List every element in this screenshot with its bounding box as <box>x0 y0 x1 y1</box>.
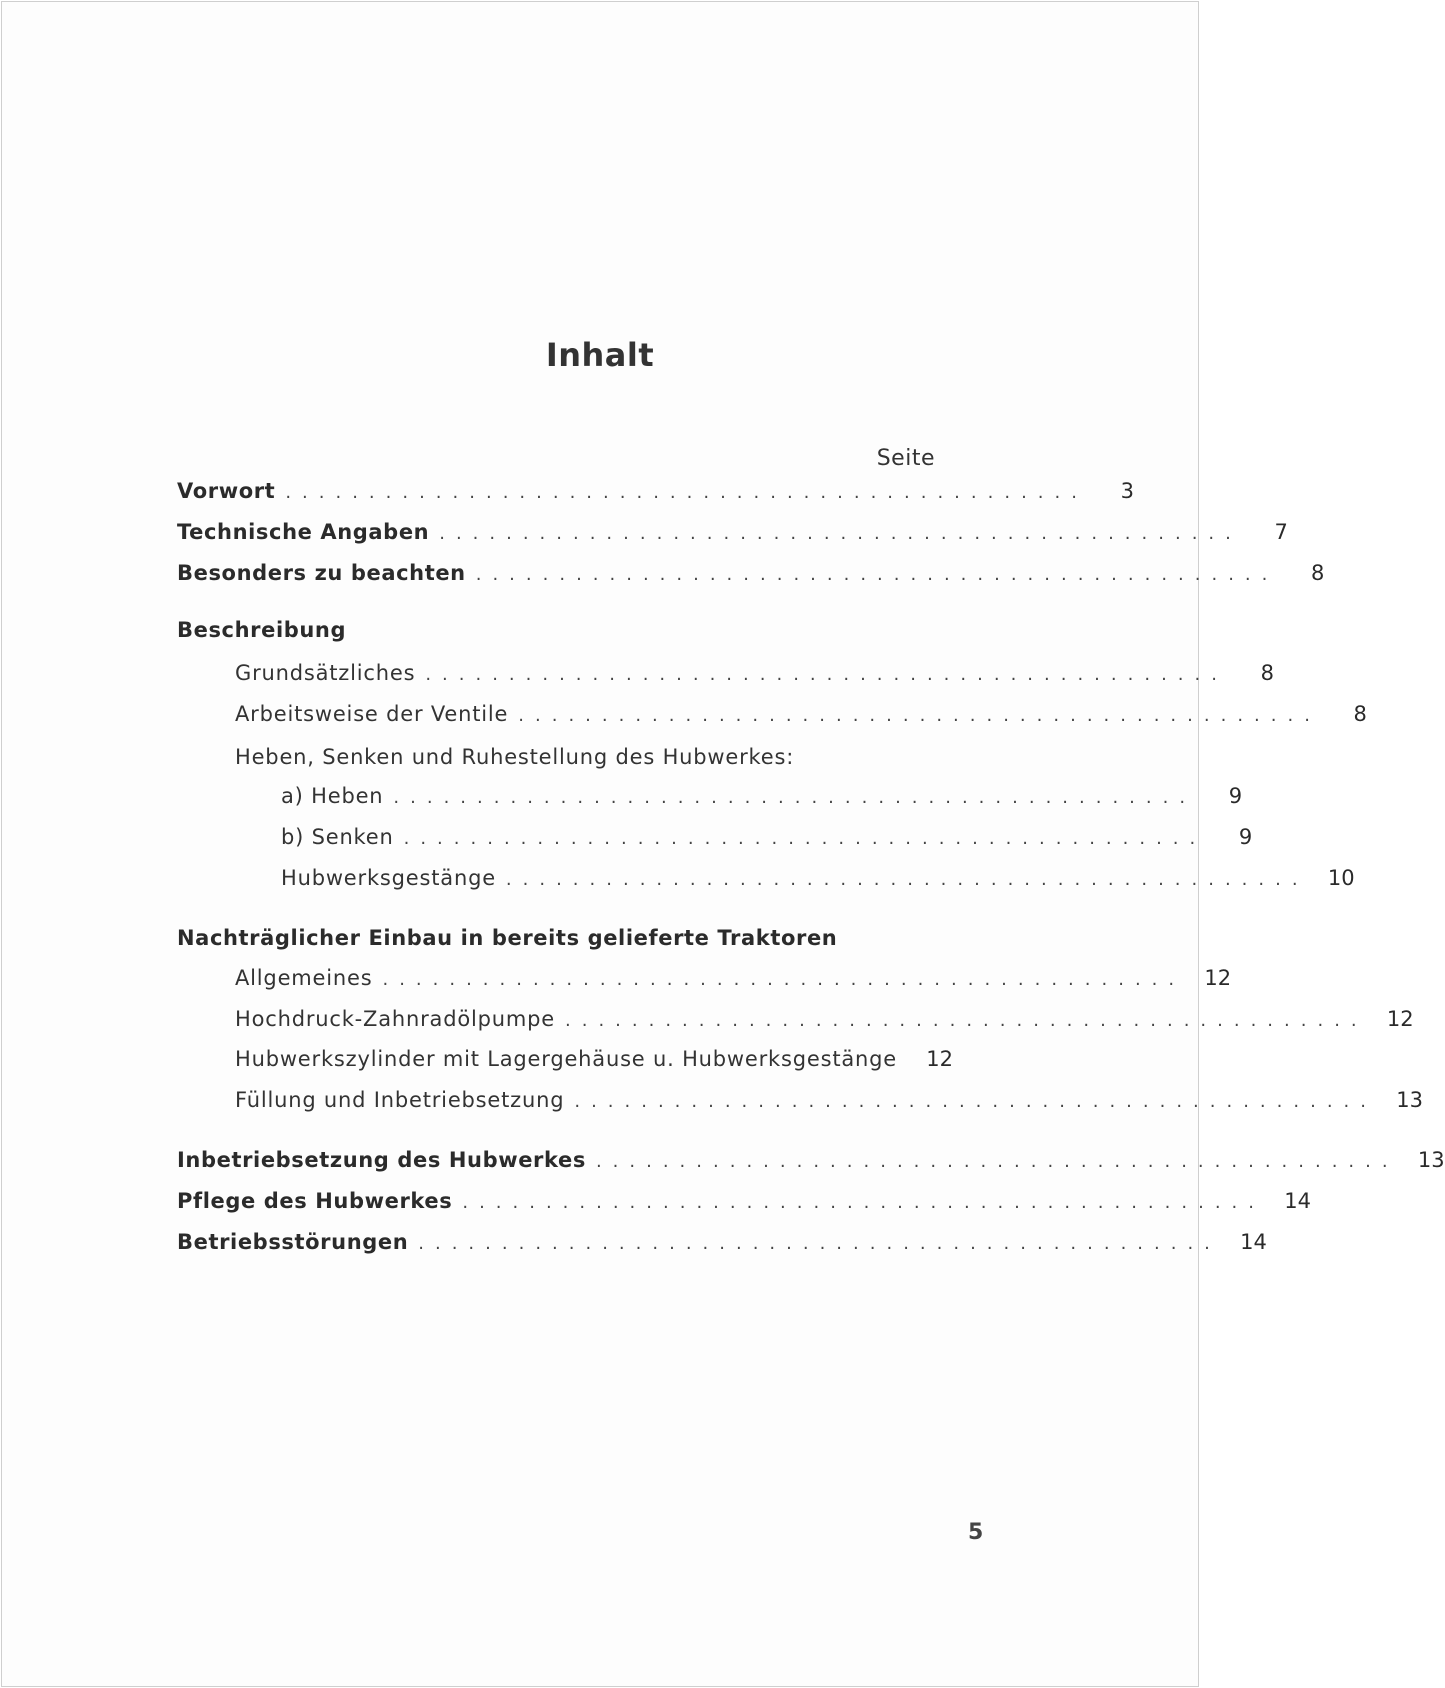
toc-entry-betriebsstoerungen[interactable] <box>177 1230 1267 1260</box>
leader-dots: ................................................ <box>518 705 1321 726</box>
leader-dots: ................................................ <box>462 1192 1265 1213</box>
toc-entry-page: 7 <box>1274 520 1288 544</box>
leader-dots: ................................................ <box>565 1010 1368 1031</box>
toc-entry-page: 9 <box>1228 784 1243 808</box>
page-title: Inhalt <box>545 336 655 374</box>
toc-entry-allgemeines[interactable] <box>235 966 1232 996</box>
toc-entry-heben[interactable] <box>281 784 1243 814</box>
leader-dots: ................................................ <box>403 828 1207 849</box>
toc-entry-zahnradoelpumpe[interactable] <box>235 1007 1414 1037</box>
leader-dots: ................................................ <box>418 1233 1221 1254</box>
toc-entry-page: 14 <box>1284 1189 1311 1213</box>
toc-entry-page: 13 <box>1396 1088 1423 1112</box>
toc-entry-label: Inbetriebsetzung des Hubwerkes <box>177 1148 586 1172</box>
toc-entry-label: a) Heben <box>281 784 384 808</box>
leader-dots: ................................................ <box>505 869 1309 890</box>
page-column-label: Seite <box>876 446 935 471</box>
leader-dots: ................................................ <box>574 1091 1377 1112</box>
toc-entry-page: 13 <box>1417 1148 1445 1172</box>
leader-dots: ................................................ <box>382 969 1186 990</box>
section-heading-beschreibung: Beschreibung <box>177 618 347 642</box>
toc-entry-label: b) Senken <box>281 825 394 849</box>
toc-entry-pflege[interactable] <box>177 1189 1311 1219</box>
toc-entry-label: Hochdruck-Zahnradölpumpe <box>235 1007 555 1031</box>
toc-entry-page: 12 <box>926 1047 953 1071</box>
toc-entry-arbeitsweise[interactable] <box>235 702 1367 732</box>
toc-entry-label: Vorwort <box>177 479 276 503</box>
toc-entry-page: 9 <box>1238 825 1253 849</box>
leader-dots: ................................................ <box>439 523 1242 544</box>
toc-entry-page: 10 <box>1327 866 1355 890</box>
toc-entry-page: 8 <box>1260 661 1274 685</box>
toc-entry-label: Hubwerkszylinder mit Lagergehäuse u. Hubwerksgestänge <box>235 1047 897 1071</box>
toc-entry-page: 12 <box>1386 1007 1414 1031</box>
toc-entry-hubwerksgestaenge[interactable] <box>281 866 1355 896</box>
leader-dots: ................................................ <box>425 664 1228 685</box>
toc-entry-fuellung[interactable] <box>235 1088 1423 1118</box>
toc-entry-label: Füllung und Inbetriebsetzung <box>235 1088 565 1112</box>
toc-entry-label: Allgemeines <box>235 966 373 990</box>
leader-dots: ................................................ <box>475 564 1279 585</box>
toc-entry-vorwort[interactable] <box>177 479 1134 509</box>
toc-entry-label: Arbeitsweise der Ventile <box>235 702 509 726</box>
toc-entry-label: Besonders zu beachten <box>177 561 466 585</box>
toc-entry-page: 8 <box>1353 702 1367 726</box>
toc-entry-page: 3 <box>1120 479 1134 503</box>
toc-entry-page: 12 <box>1204 966 1232 990</box>
page-number: 5 <box>968 1520 984 1545</box>
toc-entry-technische-angaben[interactable] <box>177 520 1288 550</box>
toc-entry-senken[interactable] <box>281 825 1253 855</box>
toc-entry-label: Technische Angaben <box>177 520 430 544</box>
leader-dots: ................................................ <box>595 1151 1399 1172</box>
toc-entry-besonders[interactable] <box>177 561 1325 591</box>
section-heading-nachtraeglicher-einbau: Nachträglicher Einbau in bereits gelieferte Traktoren <box>177 926 838 950</box>
leader-dots: ................................................ <box>285 482 1088 503</box>
toc-entry-page: 14 <box>1240 1230 1267 1254</box>
subsection-heading-heben-senken: Heben, Senken und Ruhestellung des Hubwerkes: <box>235 745 795 769</box>
toc-entry-label: Pflege des Hubwerkes <box>177 1189 453 1213</box>
toc-entry-page: 8 <box>1311 561 1325 585</box>
toc-entry-hubwerkszylinder[interactable] <box>235 1047 953 1077</box>
toc-entry-grundsaetzliches[interactable] <box>235 661 1274 691</box>
leader-dots: ................................................ <box>393 787 1197 808</box>
toc-entry-label: Betriebsstörungen <box>177 1230 409 1254</box>
toc-entry-inbetriebsetzung[interactable] <box>177 1148 1445 1178</box>
toc-entry-label: Grundsätzliches <box>235 661 416 685</box>
toc-entry-label: Hubwerksgestänge <box>281 866 496 890</box>
